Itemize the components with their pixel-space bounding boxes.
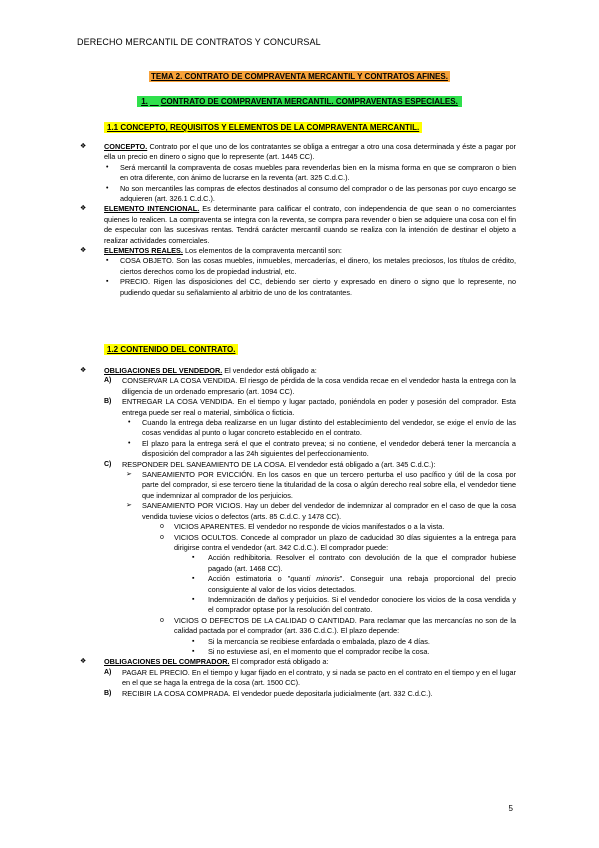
page-number: 5 — [508, 804, 513, 813]
chapter-title — [0, 72, 599, 81]
diamond-bullet-icon: ❖ — [80, 247, 87, 255]
bullet-icon: • — [106, 163, 109, 171]
chapter-title-text: TEMA 2. CONTRATO DE COMPRAVENTA MERCANTIL Y CONTRATOS AFINES. — [151, 72, 448, 81]
section-heading-text: 1. CONTRATO DE COMPRAVENTA MERCANTIL. COMPRAVENTAS ESPECIALES. — [137, 96, 462, 107]
saneamiento-eviccion: ➢ SANEAMIENTO POR EVICCIÓN. En los casos en que un tercero perturba el uso pacífico y útil de la cosa por parte del comprador, si ese tercero tiene la titularidad de la cosa o algún derecho real sobre ella, el vendedor tiene que indemnizar al comprador de los perjuicios. — [126, 470, 516, 500]
section-heading — [0, 97, 599, 106]
comprador-b: B) RECIBIR LA COSA COMPRADA. El vendedor puede depositarla judicialmente (art. 332 C.d.C.). — [104, 688, 433, 698]
square-bullet-icon: ▪ — [192, 637, 195, 645]
vendedor-b-bullet-1: • Cuando la entrega deba realizarse en un lugar distinto del establecimiento del vendedor, se exige el envío de las cosas vendidas al punto o lugar concreto establecido en el contrato. — [128, 418, 516, 438]
diamond-bullet-icon: ❖ — [80, 205, 87, 213]
bullet-icon: • — [106, 184, 109, 192]
concepto-item: ❖ CONCEPTO. Contrato por el que uno de los contratantes se obliga a entregar a otro una cosa determinada y éste a pagar por ella un precio en dinero o signo que lo represente (art. 1445 CC). — [80, 142, 516, 162]
running-header: DERECHO MERCANTIL DE CONTRATOS Y CONCURSAL — [77, 37, 321, 47]
reales-bullet-2: ▪ PRECIO. Rigen las disposiciones del CC, debiendo ser cierto y expresado en dinero o signo que lo represente, no pudiendo quedar su señalamiento al arbitrio de uno de los contratantes. — [106, 277, 516, 297]
vendedor-a: A) CONSERVAR LA COSA VENDIDA. El riesgo de pérdida de la cosa vendida recae en el vendedor hasta la entrega con la diligencia de un ordenado empresario (art. 1094 CC). — [104, 376, 516, 396]
reales-item: ❖ ELEMENTOS REALES. Los elementos de la compraventa mercantil son: — [80, 246, 342, 256]
comprador-item: ❖ OBLIGACIONES DEL COMPRADOR. El comprador está obligado a: — [80, 657, 329, 667]
vendedor-b-bullet-2: • El plazo para la entrega será el que el contrato prevea; si no contiene, el vendedor deberá tener la mercancía a disposición del comprador a las 24h siguientes del perfeccionamiento. — [128, 438, 516, 459]
vendedor-c: C) RESPONDER DEL SANEAMIENTO DE LA COSA. El vendedor está obligado a (art. 345 C.d.C.): — [104, 459, 436, 469]
square-bullet-icon: ▪ — [192, 554, 195, 562]
square-bullet-icon: ▪ — [106, 257, 109, 265]
square-bullet-icon: ▪ — [192, 575, 195, 583]
diamond-bullet-icon: ❖ — [80, 143, 87, 150]
plazo-embalada: ▪ Si la mercancía se recibiese enfardada o embalada, plazo de 4 días. — [192, 636, 430, 646]
circle-bullet-icon: o — [160, 616, 164, 624]
circle-bullet-icon: o — [160, 533, 164, 541]
concepto-bullet-1: • Será mercantil la compraventa de cosas muebles para revenderlas bien en la misma forma en que se compraron o bien en otra diferente, con ánimo de lucrarse en la reventa (art. 325 C.d.C.). — [106, 162, 516, 183]
square-bullet-icon: ▪ — [106, 278, 109, 286]
square-bullet-icon: ▪ — [192, 647, 195, 655]
circle-bullet-icon: o — [160, 523, 164, 531]
diamond-bullet-icon: ❖ — [80, 658, 87, 666]
saneamiento-vicios: ➢ SANEAMIENTO POR VICIOS. Hay un deber del vendedor de indemnizar al comprador en el caso de que la cosa vendida tuviese vicios o defectos (arts. 85 C.d.C. y 1478 CC). — [126, 501, 516, 521]
concepto-bullet-2: • No son mercantiles las compras de efectos destinados al consumo del comprador o de las personas por cuyo encargo se adquieren (art. 326.1 C.d.C.). — [106, 183, 516, 204]
vicios-aparentes: o VICIOS APARENTES. El vendedor no responde de vicios manifestados o a la vista. — [160, 522, 445, 532]
comprador-a: A) PAGAR EL PRECIO. En el tiempo y lugar fijado en el contrato, y si nada se pacto en el contrato en el tiempo y en el lugar en el que se haga la entrega de la cosa (art. 1500 CC). — [104, 667, 516, 688]
vicios-ocultos: o VICIOS OCULTOS. Concede al comprador un plazo de caducidad 30 días siguientes a la entrega para dirigirse contra el vendedor (art. 342 C.d.C.). El comprador puede: — [160, 532, 516, 552]
arrow-bullet-icon: ➢ — [126, 471, 132, 479]
arrow-bullet-icon: ➢ — [126, 502, 132, 510]
vicios-calidad-cantidad: o VICIOS O DEFECTOS DE LA CALIDAD O CANTIDAD. Para reclamar que las mercancías no son de la calidad pactada por el comprador (art. 336 C.d.C.). El plazo depende: — [160, 615, 516, 636]
square-bullet-icon: ▪ — [192, 595, 195, 603]
plazo-no-embalada: ▪ Si no estuviese así, en el momento que el comprador recibe la cosa. — [192, 646, 430, 656]
accion-estimatoria: ▪ Acción estimatoria o "quanti minoris". Conseguir una rebaja proporcional del precio consiguiente al valor de los vicios detectados. — [192, 574, 516, 594]
bullet-icon: • — [128, 439, 131, 447]
subsection-heading-1-2: 1.2 CONTENIDO DEL CONTRATO. — [104, 345, 238, 354]
section-1-1-content — [80, 142, 516, 298]
reales-bullet-1: ▪ COSA OBJETO. Son las cosas muebles, inmuebles, mercaderías, el dinero, los metales preciosos, los títulos de crédito, ciertos derechos como los de propiedad industrial, etc. — [106, 256, 516, 276]
indemnizacion: ▪ Indemnización de daños y perjuicios. Si el vendedor conociere los vicios de la cosa vendida y el comprador optase por la resolución del contrato. — [192, 594, 516, 615]
section-1-2-content — [80, 366, 516, 699]
bullet-icon: • — [128, 419, 131, 427]
intencional-item: ❖ ELEMENTO INTENCIONAL. Es determinante para calificar el contrato, con independencia de que sean o no comerciantes quienes lo realicen. La compraventa se integra con la reventa, se compra para revender o bien se adquiere una cosa con el fin de especular con las sucesivas rentas. Tendrá carácter mercantil cuando se realiza con la intención de destinar el objeto a realizar actividades comerciales. — [80, 204, 516, 245]
accion-redhibitoria: ▪ Acción redhibitoria. Resolver el contrato con devolución de la que el comprador hubiese pagado (art. 1468 CC). — [192, 553, 516, 573]
vendedor-item: ❖ OBLIGACIONES DEL VENDEDOR. El vendedor está obligado a: — [80, 366, 317, 375]
diamond-bullet-icon: ❖ — [80, 367, 87, 374]
vendedor-b: B) ENTREGAR LA COSA VENDIDA. En el tiempo y lugar pactado, poniéndola en poder y posesión del comprador. Esta entrega puede ser real o material, simbólica o ficticia. — [104, 397, 516, 417]
subsection-heading-1-1: 1.1 CONCEPTO, REQUISITOS Y ELEMENTOS DE LA COMPRAVENTA MERCANTIL. — [104, 123, 422, 132]
